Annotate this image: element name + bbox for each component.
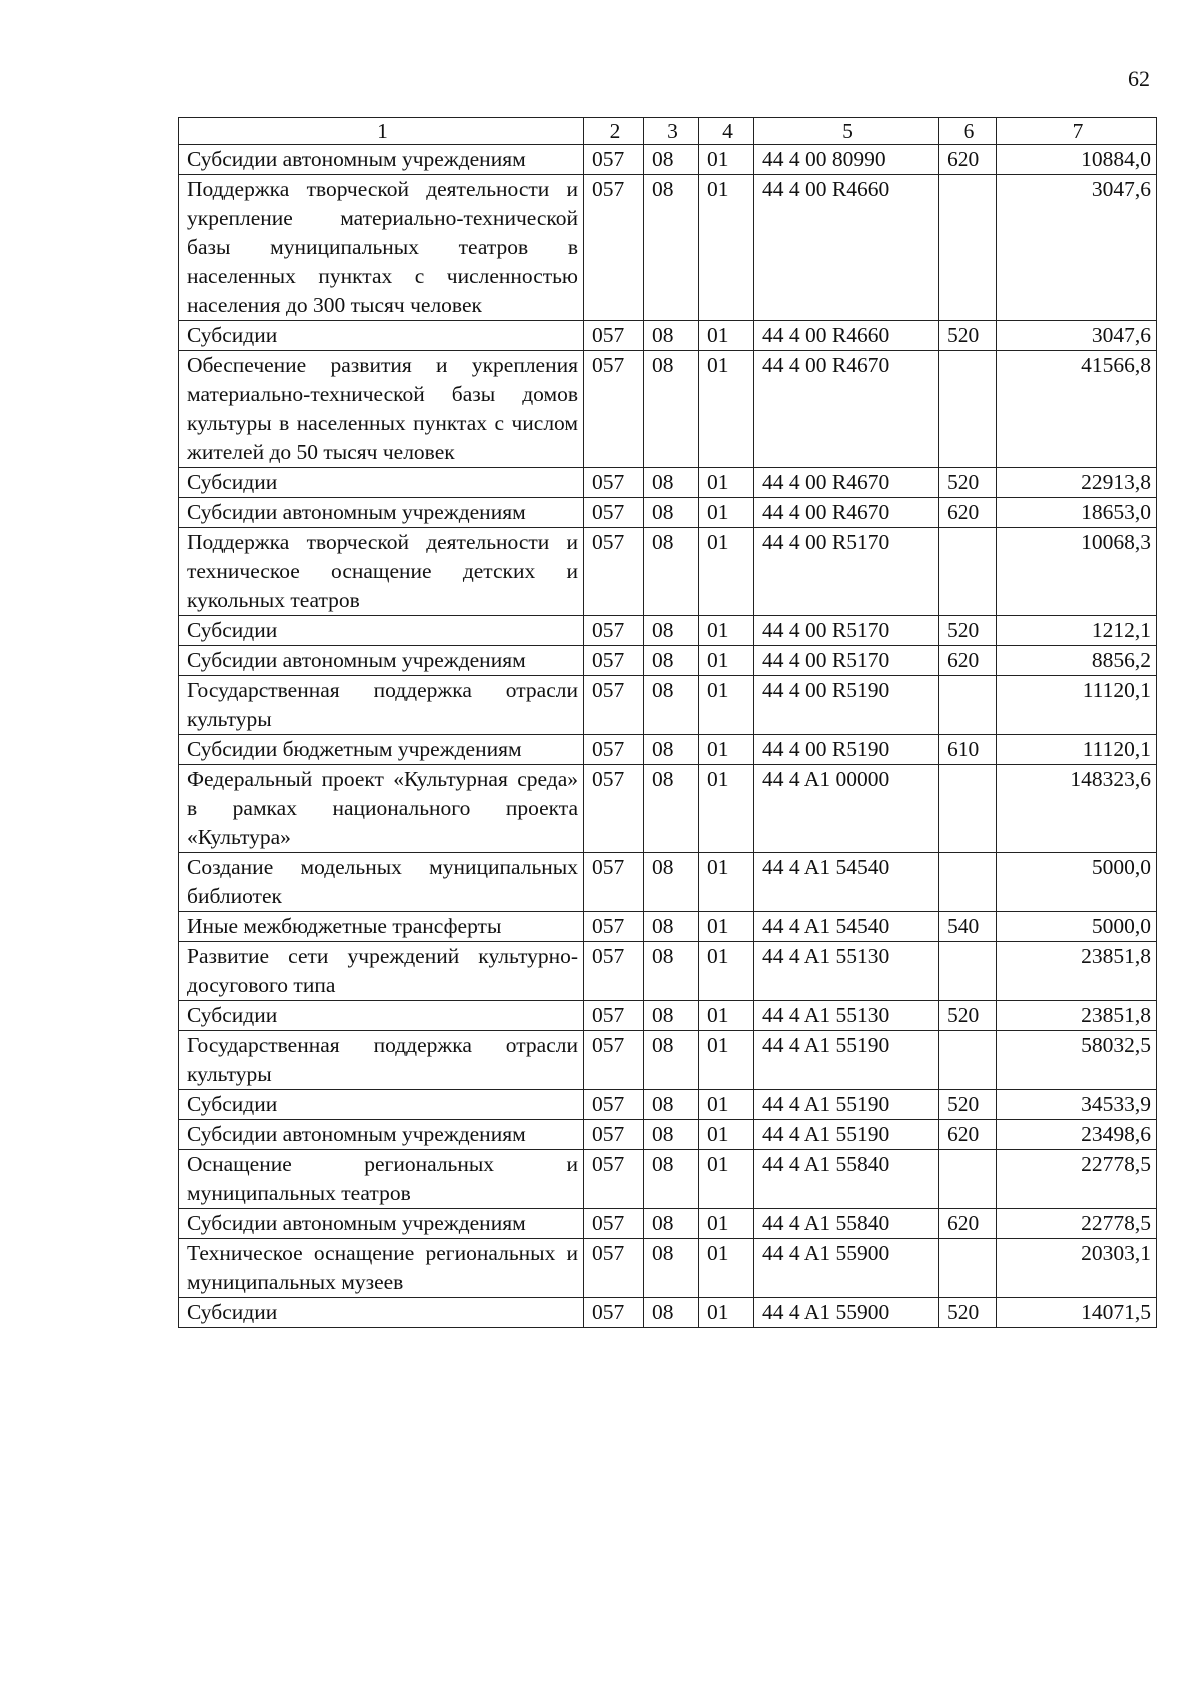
target-article-cell: 44 4 00 R5190 bbox=[754, 676, 939, 735]
expense-type-cell bbox=[939, 765, 997, 853]
ministry-code-cell: 057 bbox=[584, 765, 644, 853]
subsection-code-cell: 01 bbox=[699, 1090, 754, 1120]
target-article-cell: 44 4 A1 55840 bbox=[754, 1150, 939, 1209]
ministry-code-cell: 057 bbox=[584, 616, 644, 646]
amount-cell: 41566,8 bbox=[997, 351, 1157, 468]
subsection-code-cell: 01 bbox=[699, 1239, 754, 1298]
target-article-cell: 44 4 A1 54540 bbox=[754, 912, 939, 942]
table-row bbox=[179, 765, 1157, 853]
target-article-cell: 44 4 A1 55900 bbox=[754, 1239, 939, 1298]
row-name-cell: Субсидии бюджетным учреждениям bbox=[179, 735, 584, 765]
section-code-cell: 08 bbox=[644, 765, 699, 853]
ministry-code-cell: 057 bbox=[584, 528, 644, 616]
target-article-cell: 44 4 A1 55840 bbox=[754, 1209, 939, 1239]
amount-cell: 23851,8 bbox=[997, 1001, 1157, 1031]
expense-type-cell: 610 bbox=[939, 735, 997, 765]
table-row bbox=[179, 1150, 1157, 1209]
row-name-cell: Поддержка творческой деятельности и техническое оснащение детских и кукольных театров bbox=[179, 528, 584, 616]
subsection-code-cell: 01 bbox=[699, 1120, 754, 1150]
table-row bbox=[179, 528, 1157, 616]
amount-cell: 5000,0 bbox=[997, 912, 1157, 942]
amount-cell: 8856,2 bbox=[997, 646, 1157, 676]
subsection-code-cell: 01 bbox=[699, 735, 754, 765]
target-article-cell: 44 4 00 R5190 bbox=[754, 735, 939, 765]
table-row bbox=[179, 942, 1157, 1001]
row-name-cell: Оснащение региональных и муниципальных театров bbox=[179, 1150, 584, 1209]
target-article-cell: 44 4 00 R4670 bbox=[754, 468, 939, 498]
amount-cell: 23498,6 bbox=[997, 1120, 1157, 1150]
target-article-cell: 44 4 00 R4670 bbox=[754, 498, 939, 528]
subsection-code-cell: 01 bbox=[699, 676, 754, 735]
section-code-cell: 08 bbox=[644, 351, 699, 468]
ministry-code-cell: 057 bbox=[584, 1239, 644, 1298]
target-article-cell: 44 4 00 R4660 bbox=[754, 321, 939, 351]
target-article-cell: 44 4 A1 55190 bbox=[754, 1031, 939, 1090]
table-row bbox=[179, 676, 1157, 735]
amount-cell: 11120,1 bbox=[997, 676, 1157, 735]
amount-cell: 14071,5 bbox=[997, 1298, 1157, 1328]
column-header: 4 bbox=[699, 118, 754, 145]
expense-type-cell: 520 bbox=[939, 1298, 997, 1328]
subsection-code-cell: 01 bbox=[699, 145, 754, 175]
target-article-cell: 44 4 00 R5170 bbox=[754, 646, 939, 676]
row-name-cell: Техническое оснащение региональных и муниципальных музеев bbox=[179, 1239, 584, 1298]
expense-type-cell: 520 bbox=[939, 321, 997, 351]
table-row bbox=[179, 1031, 1157, 1090]
table-row bbox=[179, 1239, 1157, 1298]
row-name-cell: Субсидии bbox=[179, 321, 584, 351]
row-name-cell: Обеспечение развития и укрепления материально-технической базы домов культуры в населенных пунктах с числом жителей до 50 тысяч человек bbox=[179, 351, 584, 468]
table-row bbox=[179, 351, 1157, 468]
amount-cell: 10068,3 bbox=[997, 528, 1157, 616]
ministry-code-cell: 057 bbox=[584, 1031, 644, 1090]
subsection-code-cell: 01 bbox=[699, 646, 754, 676]
table-row bbox=[179, 735, 1157, 765]
section-code-cell: 08 bbox=[644, 853, 699, 912]
expense-type-cell: 520 bbox=[939, 1001, 997, 1031]
section-code-cell: 08 bbox=[644, 1120, 699, 1150]
row-name-cell: Субсидии автономным учреждениям bbox=[179, 646, 584, 676]
section-code-cell: 08 bbox=[644, 528, 699, 616]
table-row bbox=[179, 1209, 1157, 1239]
section-code-cell: 08 bbox=[644, 1239, 699, 1298]
ministry-code-cell: 057 bbox=[584, 646, 644, 676]
expense-type-cell: 520 bbox=[939, 616, 997, 646]
expense-type-cell bbox=[939, 942, 997, 1001]
row-name-cell: Субсидии bbox=[179, 616, 584, 646]
amount-cell: 148323,6 bbox=[997, 765, 1157, 853]
table-row bbox=[179, 498, 1157, 528]
amount-cell: 1212,1 bbox=[997, 616, 1157, 646]
expense-type-cell: 620 bbox=[939, 1120, 997, 1150]
ministry-code-cell: 057 bbox=[584, 676, 644, 735]
ministry-code-cell: 057 bbox=[584, 735, 644, 765]
page-number: 62 bbox=[1128, 66, 1150, 91]
section-code-cell: 08 bbox=[644, 1150, 699, 1209]
subsection-code-cell: 01 bbox=[699, 528, 754, 616]
section-code-cell: 08 bbox=[644, 912, 699, 942]
expense-type-cell: 620 bbox=[939, 646, 997, 676]
column-header: 7 bbox=[997, 118, 1157, 145]
expense-type-cell bbox=[939, 1150, 997, 1209]
row-name-cell: Субсидии автономным учреждениям bbox=[179, 1120, 584, 1150]
subsection-code-cell: 01 bbox=[699, 912, 754, 942]
target-article-cell: 44 4 00 R4660 bbox=[754, 175, 939, 321]
section-code-cell: 08 bbox=[644, 942, 699, 1001]
section-code-cell: 08 bbox=[644, 1209, 699, 1239]
table-row bbox=[179, 1090, 1157, 1120]
ministry-code-cell: 057 bbox=[584, 498, 644, 528]
table-row bbox=[179, 175, 1157, 321]
ministry-code-cell: 057 bbox=[584, 1150, 644, 1209]
row-name-cell: Субсидии bbox=[179, 1298, 584, 1328]
target-article-cell: 44 4 A1 00000 bbox=[754, 765, 939, 853]
subsection-code-cell: 01 bbox=[699, 498, 754, 528]
ministry-code-cell: 057 bbox=[584, 175, 644, 321]
ministry-code-cell: 057 bbox=[584, 468, 644, 498]
table-row bbox=[179, 1001, 1157, 1031]
row-name-cell: Субсидии автономным учреждениям bbox=[179, 498, 584, 528]
ministry-code-cell: 057 bbox=[584, 321, 644, 351]
table-row bbox=[179, 646, 1157, 676]
ministry-code-cell: 057 bbox=[584, 912, 644, 942]
row-name-cell: Субсидии bbox=[179, 1090, 584, 1120]
row-name-cell: Субсидии bbox=[179, 1001, 584, 1031]
amount-cell: 3047,6 bbox=[997, 321, 1157, 351]
row-name-cell: Создание модельных муниципальных библиотек bbox=[179, 853, 584, 912]
table-row bbox=[179, 145, 1157, 175]
target-article-cell: 44 4 00 80990 bbox=[754, 145, 939, 175]
subsection-code-cell: 01 bbox=[699, 468, 754, 498]
column-header: 2 bbox=[584, 118, 644, 145]
amount-cell: 22913,8 bbox=[997, 468, 1157, 498]
table-row bbox=[179, 912, 1157, 942]
target-article-cell: 44 4 A1 55190 bbox=[754, 1120, 939, 1150]
target-article-cell: 44 4 A1 55190 bbox=[754, 1090, 939, 1120]
table-row bbox=[179, 853, 1157, 912]
amount-cell: 11120,1 bbox=[997, 735, 1157, 765]
target-article-cell: 44 4 A1 55900 bbox=[754, 1298, 939, 1328]
ministry-code-cell: 057 bbox=[584, 1090, 644, 1120]
subsection-code-cell: 01 bbox=[699, 351, 754, 468]
target-article-cell: 44 4 00 R5170 bbox=[754, 528, 939, 616]
ministry-code-cell: 057 bbox=[584, 1120, 644, 1150]
amount-cell: 10884,0 bbox=[997, 145, 1157, 175]
section-code-cell: 08 bbox=[644, 498, 699, 528]
row-name-cell: Поддержка творческой деятельности и укрепление материально-технической базы муниципальных театров в населенных пунктах с численностью населения до 300 тысяч человек bbox=[179, 175, 584, 321]
subsection-code-cell: 01 bbox=[699, 1209, 754, 1239]
section-code-cell: 08 bbox=[644, 321, 699, 351]
row-name-cell: Развитие сети учреждений культурно-досугового типа bbox=[179, 942, 584, 1001]
target-article-cell: 44 4 00 R5170 bbox=[754, 616, 939, 646]
expense-type-cell bbox=[939, 175, 997, 321]
expense-type-cell: 540 bbox=[939, 912, 997, 942]
subsection-code-cell: 01 bbox=[699, 1001, 754, 1031]
section-code-cell: 08 bbox=[644, 145, 699, 175]
table-row bbox=[179, 321, 1157, 351]
row-name-cell: Субсидии автономным учреждениям bbox=[179, 1209, 584, 1239]
table-body bbox=[179, 145, 1157, 1328]
subsection-code-cell: 01 bbox=[699, 616, 754, 646]
subsection-code-cell: 01 bbox=[699, 321, 754, 351]
subsection-code-cell: 01 bbox=[699, 1298, 754, 1328]
ministry-code-cell: 057 bbox=[584, 942, 644, 1001]
expense-type-cell: 620 bbox=[939, 498, 997, 528]
amount-cell: 18653,0 bbox=[997, 498, 1157, 528]
row-name-cell: Государственная поддержка отрасли культуры bbox=[179, 1031, 584, 1090]
expense-type-cell bbox=[939, 1031, 997, 1090]
expense-type-cell: 620 bbox=[939, 145, 997, 175]
subsection-code-cell: 01 bbox=[699, 175, 754, 321]
subsection-code-cell: 01 bbox=[699, 1031, 754, 1090]
section-code-cell: 08 bbox=[644, 646, 699, 676]
section-code-cell: 08 bbox=[644, 1090, 699, 1120]
amount-cell: 22778,5 bbox=[997, 1150, 1157, 1209]
target-article-cell: 44 4 00 R4670 bbox=[754, 351, 939, 468]
ministry-code-cell: 057 bbox=[584, 1209, 644, 1239]
target-article-cell: 44 4 A1 54540 bbox=[754, 853, 939, 912]
subsection-code-cell: 01 bbox=[699, 765, 754, 853]
row-name-cell: Государственная поддержка отрасли культуры bbox=[179, 676, 584, 735]
ministry-code-cell: 057 bbox=[584, 1298, 644, 1328]
expense-type-cell bbox=[939, 853, 997, 912]
table-row bbox=[179, 468, 1157, 498]
subsection-code-cell: 01 bbox=[699, 1150, 754, 1209]
expense-type-cell bbox=[939, 528, 997, 616]
ministry-code-cell: 057 bbox=[584, 1001, 644, 1031]
row-name-cell: Субсидии автономным учреждениям bbox=[179, 145, 584, 175]
ministry-code-cell: 057 bbox=[584, 351, 644, 468]
expense-type-cell: 620 bbox=[939, 1209, 997, 1239]
expense-type-cell bbox=[939, 351, 997, 468]
section-code-cell: 08 bbox=[644, 1001, 699, 1031]
table-row bbox=[179, 1298, 1157, 1328]
expense-type-cell: 520 bbox=[939, 468, 997, 498]
target-article-cell: 44 4 A1 55130 bbox=[754, 1001, 939, 1031]
amount-cell: 5000,0 bbox=[997, 853, 1157, 912]
amount-cell: 22778,5 bbox=[997, 1209, 1157, 1239]
section-code-cell: 08 bbox=[644, 468, 699, 498]
amount-cell: 58032,5 bbox=[997, 1031, 1157, 1090]
column-header: 5 bbox=[754, 118, 939, 145]
column-header: 6 bbox=[939, 118, 997, 145]
row-name-cell: Субсидии bbox=[179, 468, 584, 498]
table-row bbox=[179, 1120, 1157, 1150]
row-name-cell: Иные межбюджетные трансферты bbox=[179, 912, 584, 942]
amount-cell: 34533,9 bbox=[997, 1090, 1157, 1120]
subsection-code-cell: 01 bbox=[699, 853, 754, 912]
ministry-code-cell: 057 bbox=[584, 145, 644, 175]
column-header: 3 bbox=[644, 118, 699, 145]
ministry-code-cell: 057 bbox=[584, 853, 644, 912]
header-row bbox=[179, 118, 1157, 145]
section-code-cell: 08 bbox=[644, 616, 699, 646]
amount-cell: 20303,1 bbox=[997, 1239, 1157, 1298]
row-name-cell: Федеральный проект «Культурная среда» в рамках национального проекта «Культура» bbox=[179, 765, 584, 853]
amount-cell: 3047,6 bbox=[997, 175, 1157, 321]
section-code-cell: 08 bbox=[644, 1031, 699, 1090]
subsection-code-cell: 01 bbox=[699, 942, 754, 1001]
table-row bbox=[179, 616, 1157, 646]
target-article-cell: 44 4 A1 55130 bbox=[754, 942, 939, 1001]
section-code-cell: 08 bbox=[644, 1298, 699, 1328]
expense-type-cell: 520 bbox=[939, 1090, 997, 1120]
column-header: 1 bbox=[179, 118, 584, 145]
budget-table bbox=[178, 117, 1157, 1328]
amount-cell: 23851,8 bbox=[997, 942, 1157, 1001]
expense-type-cell bbox=[939, 676, 997, 735]
expense-type-cell bbox=[939, 1239, 997, 1298]
section-code-cell: 08 bbox=[644, 175, 699, 321]
section-code-cell: 08 bbox=[644, 735, 699, 765]
section-code-cell: 08 bbox=[644, 676, 699, 735]
